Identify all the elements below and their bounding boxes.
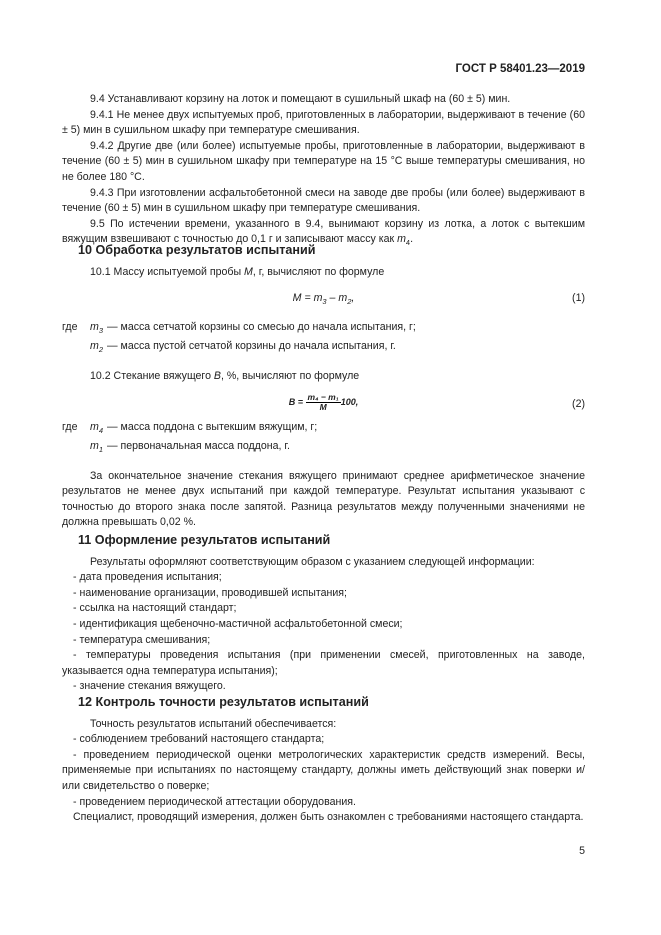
paragraph: Точность результатов испытаний обеспечивается: <box>90 717 337 730</box>
list-item: - соблюдением требований настоящего стандарта; <box>73 733 325 746</box>
paragraph: 9.4.2 Другие две (или более) испытуемые пробы, приготовленные в лаборатории, выдерживают в течение (60 ± 5) мин в сушильном шкафу при температуре на 15 °С выше температуры смешивания, но не более 180 °С. <box>62 139 585 183</box>
list-item: - наименование организации, проводившей испытания; <box>73 586 347 599</box>
paragraph-9-5: 9.5 По истечении времени, указанного в 9.4, вынимают корзину из лотка, а лоток с вытекшим вяжущим взвешивают с точностью до 0,1 г и записывают массу как $m_4$. <box>62 217 585 248</box>
paragraph: За окончательное значение стекания вяжущего принимают среднее арифметическое значение результатов не менее двух испытаний при каждой температуре. Результат испытания указывают с точностью до второго знака после запятой. Разница результатов между полученными значениями не должна превышать 0,02 %. <box>62 469 585 529</box>
list-item: - ссылка на настоящий стандарт; <box>73 602 237 615</box>
list-item: - идентификация щебеночно-мастичной асфальтобетонной смеси; <box>73 617 403 630</box>
page-number: 5 <box>579 845 585 857</box>
list-item: - температуры проведения испытания (при применении смесей, приготовленных на заводе, указывается одна температура испытания); <box>62 649 585 677</box>
legend-item: где $m_3$ — масса сетчатой корзины со смесью до начала испытания, г; <box>62 321 416 336</box>
paragraph-10-1: 10.1 Массу испытуемой пробы M, г, вычисляют по формуле <box>90 265 385 278</box>
standard-header: ГОСТ Р 58401.23—2019 <box>455 63 585 75</box>
section-11 <box>62 533 585 695</box>
formula-2-legend <box>62 420 585 457</box>
section-heading: 11 Оформление результатов испытаний <box>78 533 331 547</box>
formula-2: B = $\frac{\text{m₄ − m₁}}{M}$ 100, (2) <box>288 392 585 413</box>
legend-item: $m_2$ — масса пустой сетчатой корзины до начала испытания, г. <box>90 339 396 354</box>
paragraph-10-2: 10.2 Стекание вяжущего B, %, вычисляют по формуле <box>90 369 360 382</box>
formula-1: $M = m_3 - m_2$, (1) <box>292 292 585 307</box>
section-heading: 12 Контроль точности результатов испытаний <box>78 695 369 709</box>
list-item: - значение стекания вяжущего. <box>73 680 226 693</box>
section-9-continued <box>62 92 585 251</box>
formula-1-legend <box>62 320 585 357</box>
legend-item: $m_1$ — первоначальная масса поддона, г. <box>90 439 290 454</box>
list-item: - проведением периодической оценки метрологических характеристик средств измерений. Весы, применяемые при испытаниях по настоящему стандарту, должны иметь действующий знак поверки и/или свидетельство о поверке; <box>62 748 585 792</box>
list-item: - проведением периодической аттестации оборудования. <box>73 795 356 808</box>
section-10 <box>62 243 585 531</box>
list-item: - температура смешивания; <box>73 633 211 646</box>
list-item: - дата проведения испытания; <box>73 571 222 584</box>
paragraph: 9.4.1 Не менее двух испытуемых проб, приготовленных в лаборатории, выдерживают в течение (60 ± 5) мин в сушильном шкафу при температуре смешивания. <box>62 108 585 137</box>
paragraph: Специалист, проводящий измерения, должен быть ознакомлен с требованиями настоящего стандарта. <box>73 811 584 824</box>
paragraph: 9.4 Устанавливают корзину на лоток и помещают в сушильный шкаф на (60 ± 5) мин. <box>90 93 511 105</box>
paragraph: 9.4.3 При изготовлении асфальтобетонной смеси на заводе две пробы (или более) выдерживают в течение (60 ± 5) мин в сушильном шкафу при температуре смешивания. <box>62 186 585 215</box>
section-12 <box>62 695 585 826</box>
legend-item: где $m_4$ — масса поддона с вытекшим вяжущим, г; <box>62 421 318 436</box>
section-heading: 10 Обработка результатов испытаний <box>78 243 316 257</box>
paragraph: Результаты оформляют соответствующим образом с указанием следующей информации: <box>90 555 535 568</box>
